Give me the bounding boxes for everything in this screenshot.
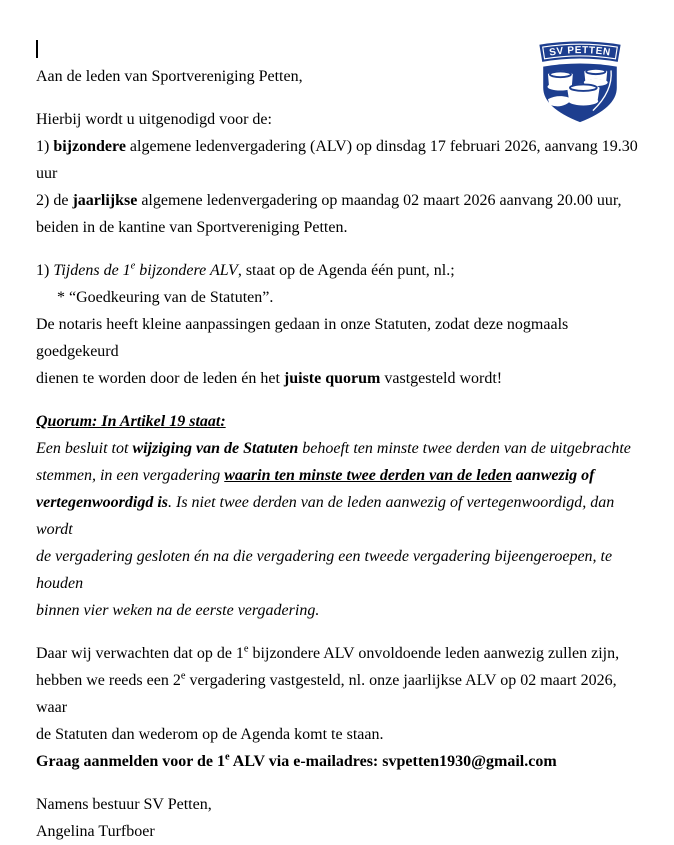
text-run: beiden in de kantine van Sportvereniging Petten. [36,219,348,236]
text-run: Een besluit tot [36,440,133,457]
agenda-subitem [36,284,648,311]
meeting-item-1 [36,133,648,187]
text-cursor [36,40,38,58]
notary-note [36,311,648,392]
text-run: de Statuten dan wederom op de Agenda komt te staan. [36,726,384,743]
text-run: Graag aanmelden voor de 1 [36,753,226,770]
text-run: hebben we reeds een 2 [36,672,181,689]
text-run: behoeft ten minste twee derden van de uitgebrachte [298,440,631,457]
blank-line [36,241,648,257]
text-run: 1) [36,138,54,155]
text-run: Tijdens de 1 [53,262,131,279]
document-body[interactable] [36,36,648,845]
blank-line [36,392,648,408]
text-run: waarin ten minste twee derden van de leden [224,467,512,484]
meeting-location [36,214,648,241]
text-run: de vergadering gesloten én na die vergadering een tweede vergadering bijeengeroepen, te houden [36,548,613,592]
text-run: e [225,751,230,763]
text-run: ALV via e-mailadres: svpetten1930@gmail.com [229,753,557,770]
text-run: Aan de leden van Sportvereniging Petten, [36,68,303,85]
meeting-item-2 [36,187,648,214]
text-run: juiste quorum [283,370,381,387]
text-run: Quorum: In Artikel 19 staat: [36,413,226,430]
quorum-heading [36,408,648,435]
blank-line [36,775,648,791]
text-run: Angelina Turfboer [36,823,155,840]
text-run: e [180,670,186,682]
text-run: bijzondere ALV [135,262,238,279]
signature-name [36,818,648,845]
text-run: 2) de [36,192,73,209]
text-run: Hierbij wordt u uitgenodigd voor de: [36,111,272,128]
text-run: e [243,643,249,655]
text-run: * “Goedkeuring van de Statuten”. [57,289,274,306]
signup-instruction [36,748,648,775]
text-run: Namens bestuur SV Petten, [36,796,212,813]
logo-banner-text: SV PETTEN [548,45,612,59]
club-crest-icon [534,38,626,124]
text-run: aanwezig of [511,467,595,484]
text-run: De notaris heeft kleine aanpassingen gedaan in onze Statuten, zodat deze nogmaals goedgekeurd [36,316,569,360]
closing [36,791,648,818]
text-run: vastgesteld wordt! [380,370,503,387]
text-run: binnen vier weken na de eerste vergadering. [36,602,320,619]
text-run: . Is niet twee derden van de leden aanwezig of vertegenwoordigd, dan wordt [36,494,615,538]
text-run: bijzondere [53,138,126,155]
text-run: 1) [36,262,54,279]
text-run: jaarlijkse [72,192,138,209]
text-run: stemmen, in een vergadering [36,467,225,484]
quorum-article-text [36,435,648,624]
text-run: dienen te worden door de leden én het [36,370,284,387]
text-run: e [130,260,136,272]
text-run: algemene ledenvergadering op maandag 02 maart 2026 aanvang 20.00 uur, [137,192,622,209]
expectation-note [36,640,648,748]
text-run: Daar wij verwachten dat op de 1 [36,645,244,662]
text-run: bijzondere ALV onvoldoende leden aanwezig zullen zijn, [248,645,620,662]
text-run: algemene ledenvergadering (ALV) op dinsdag 17 februari 2026, aanvang 19.30 uur [36,138,638,182]
text-run: , staat op de Agenda één punt, nl.; [237,262,455,279]
sv-petten-logo [534,38,626,124]
agenda-item [36,257,648,284]
blank-line [36,624,648,640]
text-run: wijziging van de Statuten [132,440,299,457]
text-run: vergadering vastgesteld, nl. onze jaarlijkse ALV op 02 maart 2026, waar [36,672,617,716]
text-run: vertegenwoordigd is [36,494,168,511]
